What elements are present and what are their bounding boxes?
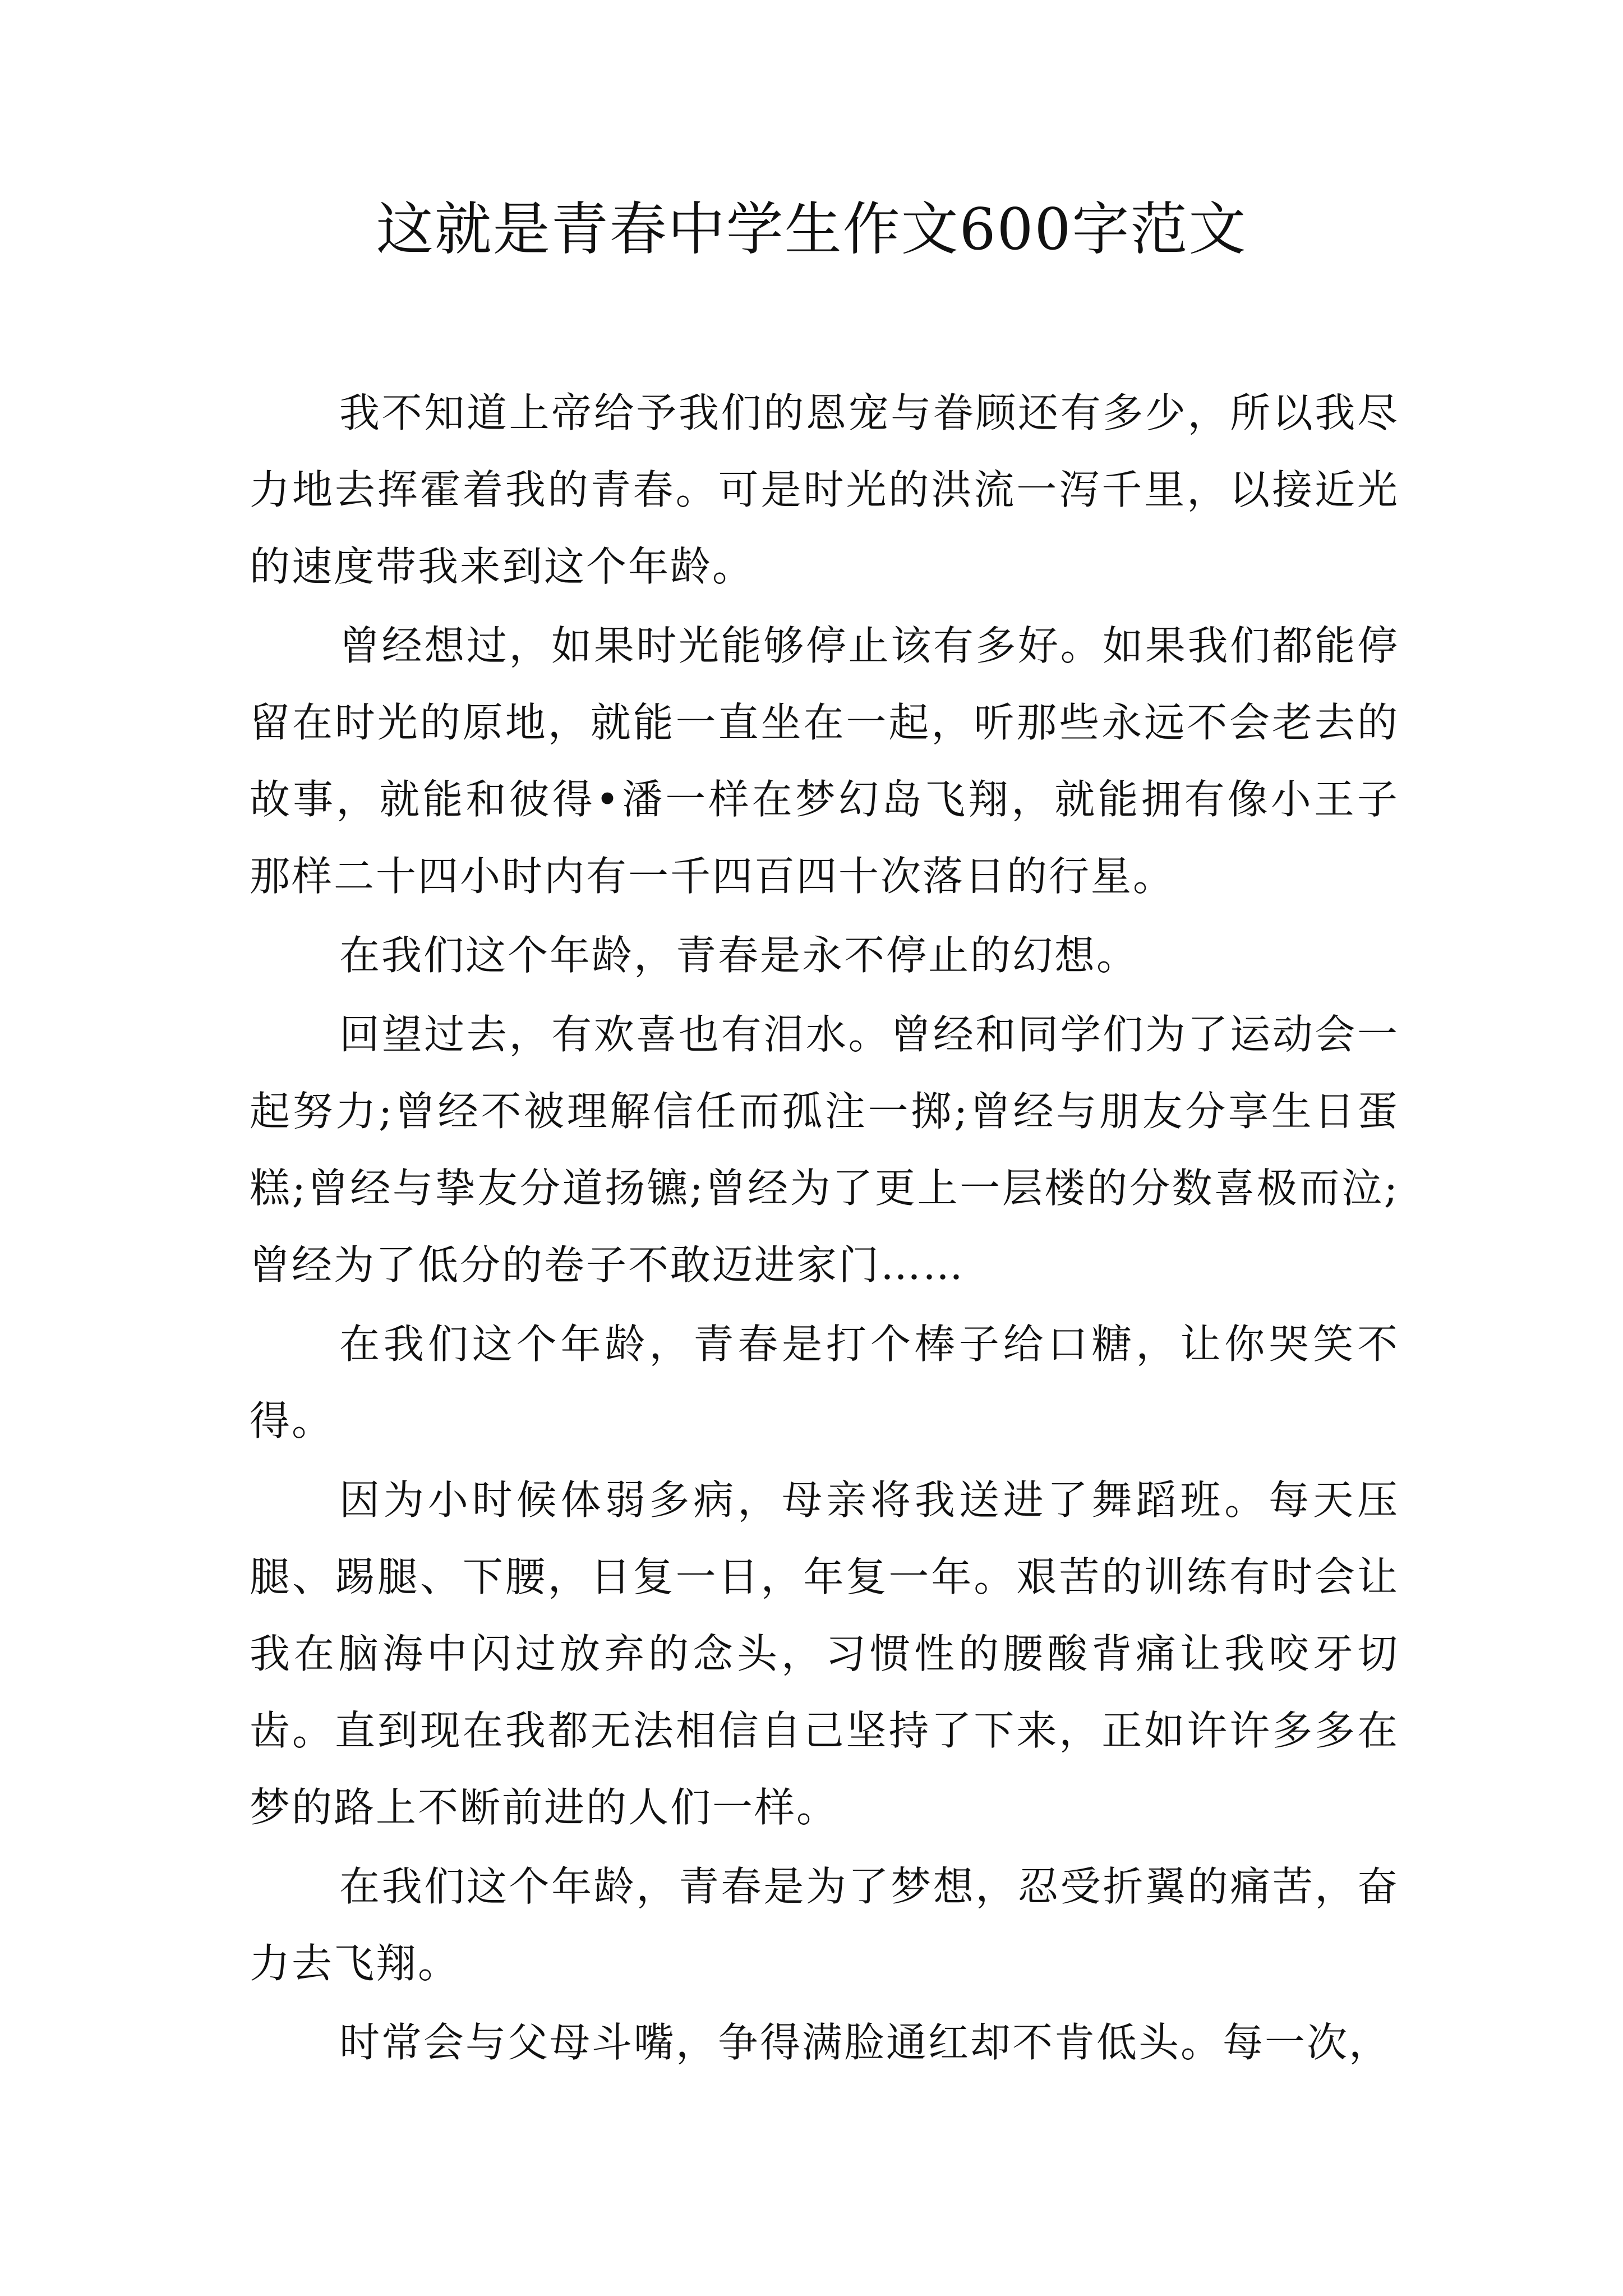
document-body <box>250 375 1399 2083</box>
paragraph: 我不知道上帝给予我们的恩宠与眷顾还有多少，所以我尽力地去挥霍着我的青春。可是时光的洪流一泻千里，以接近光的速度带我来到这个年龄。 <box>250 389 1399 590</box>
paragraph: 时常会与父母斗嘴，争得满脸通红却不肯低头。每一次， <box>339 2019 1391 2066</box>
paragraph: 在我们这个年龄，青春是为了梦想，忍受折翼的痛苦，奋力去飞翔。 <box>250 1863 1399 1987</box>
paragraph: 曾经想过，如果时光能够停止该有多好。如果我们都能停留在时光的原地，就能一直坐在一起，听那些永远不会老去的故事，就能和彼得•潘一样在梦幻岛飞翔，就能拥有像小王子那样二十四小时内有一千四百四十次落日的行星。 <box>250 622 1399 900</box>
paragraph: 回望过去，有欢喜也有泪水。曾经和同学们为了运动会一起努力;曾经不被理解信任而孤注一掷;曾经与朋友分享生日蛋糕;曾经与挚友分道扬镳;曾经为了更上一层楼的分数喜极而泣;曾经为了低分的卷子不敢迈进家门…… <box>250 1011 1399 1289</box>
paragraph: 在我们这个年龄，青春是永不停止的幻想。 <box>339 932 1139 979</box>
paragraph: 因为小时候体弱多病，母亲将我送进了舞蹈班。每天压腿、踢腿、下腰，日复一日，年复一年。艰苦的训练有时会让我在脑海中闪过放弃的念头，习惯性的腰酸背痛让我咬牙切齿。直到现在我都无法相信自己坚持了下来，正如许许多多在梦的路上不断前进的人们一样。 <box>250 1476 1399 1831</box>
document-title: 这就是青春中学生作文600字范文 <box>376 196 1247 263</box>
paragraph: 在我们这个年龄，青春是打个棒子给口糖，让你哭笑不得。 <box>250 1320 1399 1444</box>
